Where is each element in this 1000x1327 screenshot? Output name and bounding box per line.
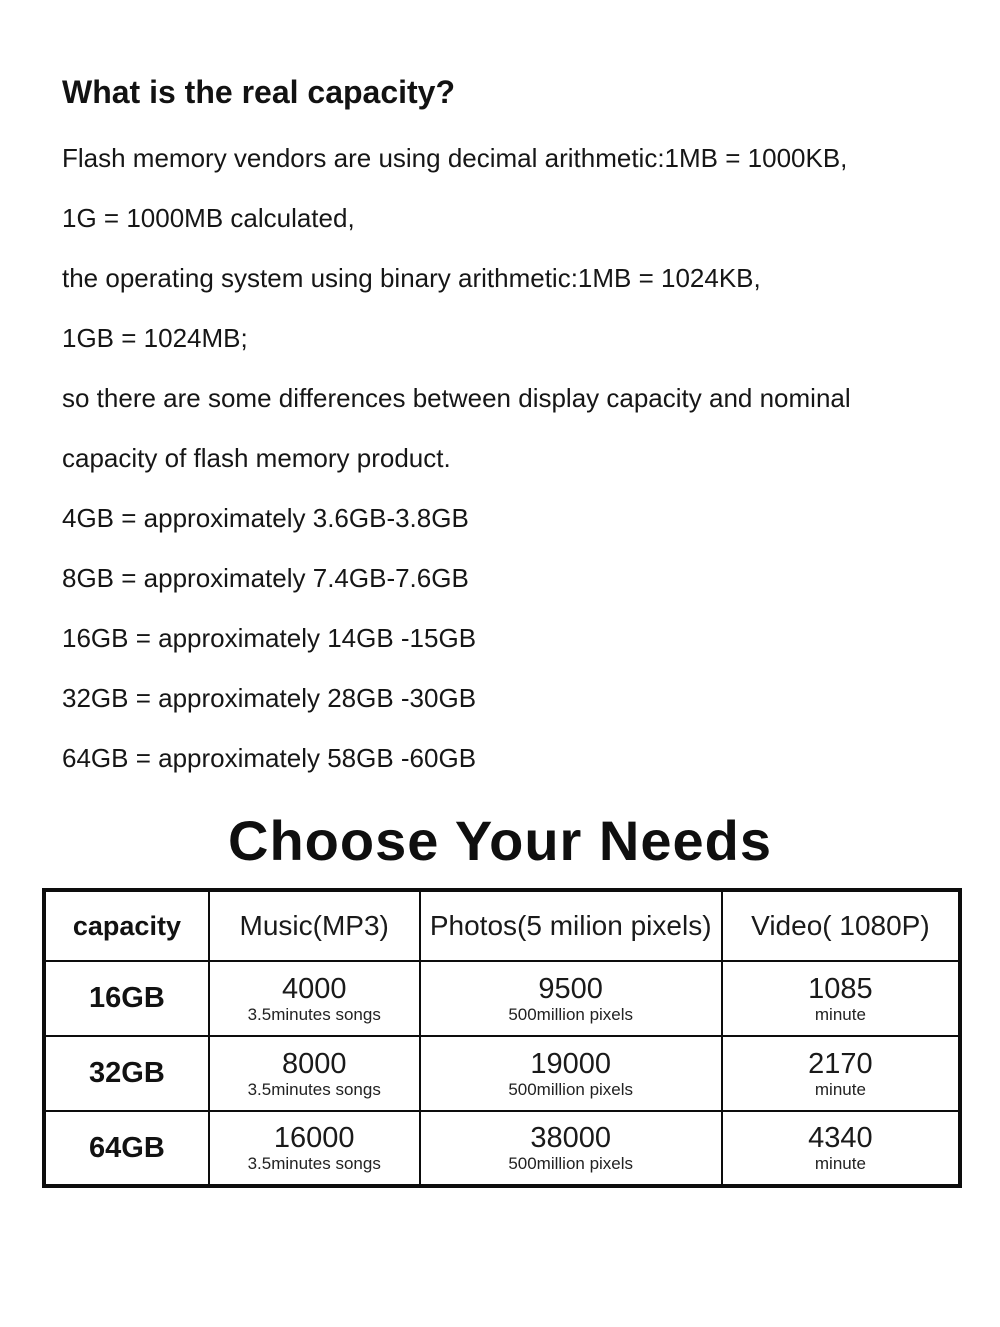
intro-line-9: 16GB = approximately 14GB -15GB (62, 623, 477, 653)
intro-line-6: capacity of flash memory product. (62, 443, 451, 473)
capacity-info-document (0, 72, 1000, 1327)
music-cell-16gb (209, 961, 420, 1036)
capacity-cell-16gb: 16GB (44, 961, 209, 1036)
page (0, 72, 1000, 1327)
video-cell-32gb (722, 1036, 960, 1111)
music-cell-64gb (209, 1111, 420, 1186)
intro-line-11: 64GB = approximately 58GB -60GB (62, 743, 477, 773)
table-row-32gb (44, 1036, 960, 1111)
intro-paragraph (62, 128, 1000, 788)
intro-line-8: 8GB = approximately 7.4GB-7.6GB (62, 563, 469, 593)
photos-count-16gb: 9500 (538, 972, 603, 1005)
photos-count-64gb: 38000 (530, 1122, 611, 1154)
intro-line-7: 4GB = approximately 3.6GB-3.8GB (62, 503, 469, 533)
music-count-64gb: 16000 (273, 1122, 355, 1154)
table-row-64gb (44, 1111, 960, 1186)
video-unit-16gb: minute (814, 1004, 866, 1024)
intro-line-4: 1GB = 1024MB; (62, 323, 248, 353)
intro-line-1: Flash memory vendors are using decimal arithmetic:1MB = 1000KB, (62, 143, 848, 173)
capacity-cell-32gb: 32GB (44, 1036, 209, 1111)
photos-count-32gb: 19000 (530, 1047, 611, 1080)
music-unit-64gb: 3.5minutes songs (247, 1154, 381, 1173)
intro-line-3: the operating system using binary arithmetic:1MB = 1024KB, (62, 263, 761, 293)
intro-line-2: 1G = 1000MB calculated, (62, 203, 355, 233)
choose-your-needs-title: Choose Your Needs (228, 809, 772, 872)
photos-cell-32gb (420, 1036, 722, 1111)
capacity-comparison-table (42, 888, 962, 1188)
photos-cell-64gb (420, 1111, 722, 1186)
column-header-capacity: capacity (44, 890, 209, 961)
intro-line-5: so there are some differences between display capacity and nominal (62, 383, 851, 413)
photos-cell-16gb (420, 961, 722, 1036)
photos-unit-32gb: 500million pixels (508, 1079, 634, 1099)
real-capacity-section-title: What is the real capacity? (62, 74, 456, 110)
intro-line-10: 32GB = approximately 28GB -30GB (62, 683, 477, 713)
photos-unit-64gb: 500million pixels (508, 1154, 634, 1173)
video-cell-16gb (722, 961, 960, 1036)
music-count-16gb: 4000 (281, 972, 347, 1005)
music-unit-16gb: 3.5minutes songs (247, 1004, 381, 1024)
music-unit-32gb: 3.5minutes songs (247, 1079, 381, 1099)
music-count-32gb: 8000 (281, 1047, 347, 1080)
column-header-video: Video( 1080P) (722, 890, 960, 961)
table-row-16gb (44, 961, 960, 1036)
photos-unit-16gb: 500million pixels (508, 1004, 634, 1024)
capacity-cell-64gb: 64GB (44, 1111, 209, 1186)
column-header-music: Music(MP3) (209, 890, 420, 961)
video-count-64gb: 4340 (808, 1122, 873, 1154)
music-cell-32gb (209, 1036, 420, 1111)
video-unit-64gb: minute (814, 1154, 866, 1173)
column-header-photos: Photos(5 milion pixels) (420, 890, 722, 961)
table-header-row (44, 890, 960, 961)
video-count-16gb: 1085 (808, 972, 873, 1005)
video-count-32gb: 2170 (808, 1047, 873, 1080)
video-cell-64gb (722, 1111, 960, 1186)
video-unit-32gb: minute (814, 1079, 866, 1099)
